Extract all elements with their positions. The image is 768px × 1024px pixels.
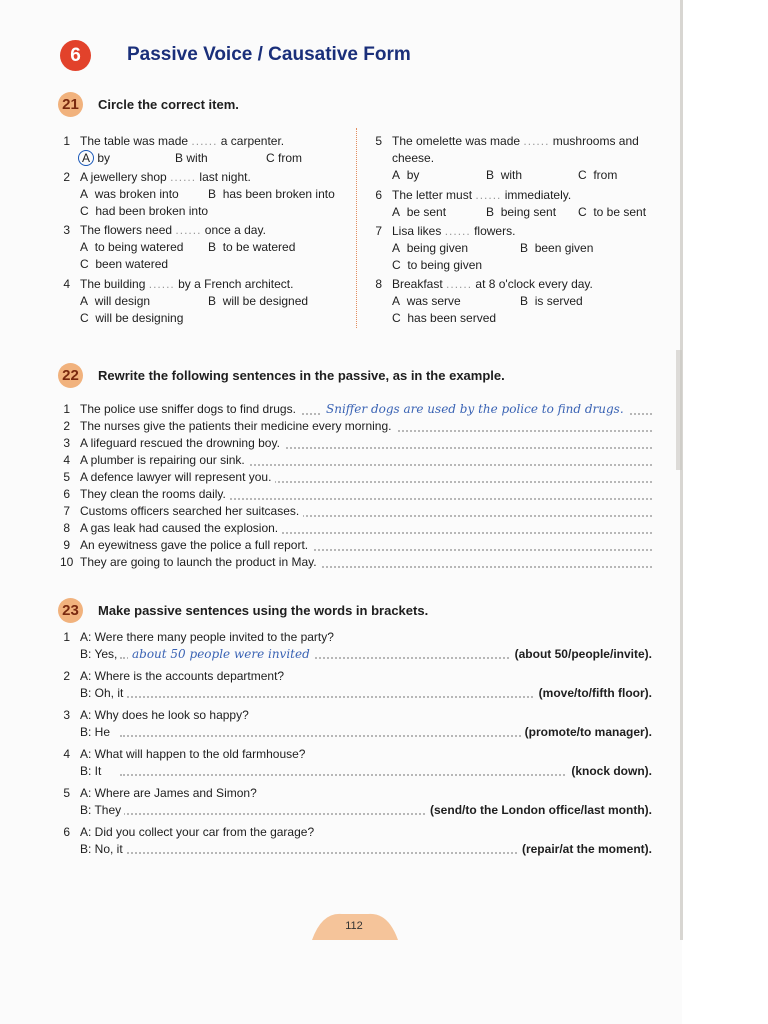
exercise-21-badge: 21: [58, 92, 83, 117]
exercise-22-title: Rewrite the following sentences in the passive, as in the example.: [98, 368, 505, 383]
exercise-23-title: Make passive sentences using the words in brackets.: [98, 603, 429, 618]
unit-title: Passive Voice / Causative Form: [127, 44, 411, 65]
ex22-row[interactable]: 7 Customs officers searched her suitcases.: [60, 503, 652, 520]
page-shadow: [676, 350, 682, 470]
option[interactable]: C been watered: [80, 257, 169, 271]
option[interactable]: A to being watered: [80, 240, 184, 254]
option[interactable]: C has been served: [392, 311, 497, 325]
option[interactable]: A by: [392, 168, 420, 182]
option[interactable]: B has been broken into: [208, 187, 335, 201]
option[interactable]: B with: [175, 151, 208, 165]
ex22-row[interactable]: 1 The police use sniffer dogs to find drugs. Sniffer dogs are used by the police to find drugs.: [60, 401, 652, 418]
exercise-22-badge: 22: [58, 363, 83, 388]
option[interactable]: C had been broken into: [80, 204, 209, 218]
ex22-row[interactable]: 4 A plumber is repairing our sink.: [60, 452, 652, 469]
column-divider: [356, 128, 357, 328]
option[interactable]: C to being given: [392, 258, 483, 272]
option[interactable]: B to be watered: [208, 240, 296, 254]
answer-line[interactable]: B: He (promote/to manager).: [80, 725, 652, 739]
option[interactable]: C from: [578, 168, 618, 182]
ex22-row[interactable]: 8 A gas leak had caused the explosion.: [60, 520, 652, 537]
page-edge: [680, 0, 683, 940]
answer-line[interactable]: B: They (send/to the London office/last month).: [80, 803, 652, 817]
answer-line[interactable]: B: No, it (repair/at the moment).: [80, 842, 652, 856]
ex22-row[interactable]: 2 The nurses give the patients their medicine every morning.: [60, 418, 652, 435]
exercise-23-badge: 23: [58, 598, 83, 623]
page-number: 112: [345, 920, 363, 932]
option[interactable]: B is served: [520, 294, 583, 308]
option[interactable]: B will be designed: [208, 294, 309, 308]
option[interactable]: C to be sent: [578, 205, 647, 219]
option[interactable]: C will be designing: [80, 311, 184, 325]
exercise-21-title: Circle the correct item.: [98, 97, 239, 112]
option[interactable]: A by: [80, 150, 110, 166]
ex22-row[interactable]: 5 A defence lawyer will represent you.: [60, 469, 652, 486]
handwritten-answer: about 50 people were invited: [128, 646, 314, 662]
handwritten-answer: Sniffer dogs are used by the police to find drugs.: [322, 401, 628, 418]
option[interactable]: A was serve: [392, 294, 461, 308]
ex22-row[interactable]: 9 An eyewitness gave the police a full report.: [60, 537, 652, 554]
answer-line[interactable]: B: Oh, it (move/to/fifth floor).: [80, 686, 652, 700]
circled-answer: A: [78, 150, 94, 166]
option[interactable]: A be sent: [392, 205, 447, 219]
option[interactable]: C from: [266, 151, 303, 165]
answer-line[interactable]: B: It (knock down).: [80, 764, 652, 778]
option[interactable]: A was broken into: [80, 187, 179, 201]
unit-number-badge: 6: [60, 40, 91, 71]
ex22-row[interactable]: 3 A lifeguard rescued the drowning boy.: [60, 435, 652, 452]
option[interactable]: B with: [486, 168, 523, 182]
option[interactable]: A being given: [392, 241, 469, 255]
option[interactable]: B being sent: [486, 205, 557, 219]
ex22-row[interactable]: 6 They clean the rooms daily.: [60, 486, 652, 503]
ex22-row[interactable]: 10 They are going to launch the product in May.: [60, 554, 652, 571]
option[interactable]: A will design: [80, 294, 151, 308]
answer-line[interactable]: B: Yes, about 50 people were invited (about 50/people/invite).: [80, 647, 652, 661]
option[interactable]: B been given: [520, 241, 594, 255]
